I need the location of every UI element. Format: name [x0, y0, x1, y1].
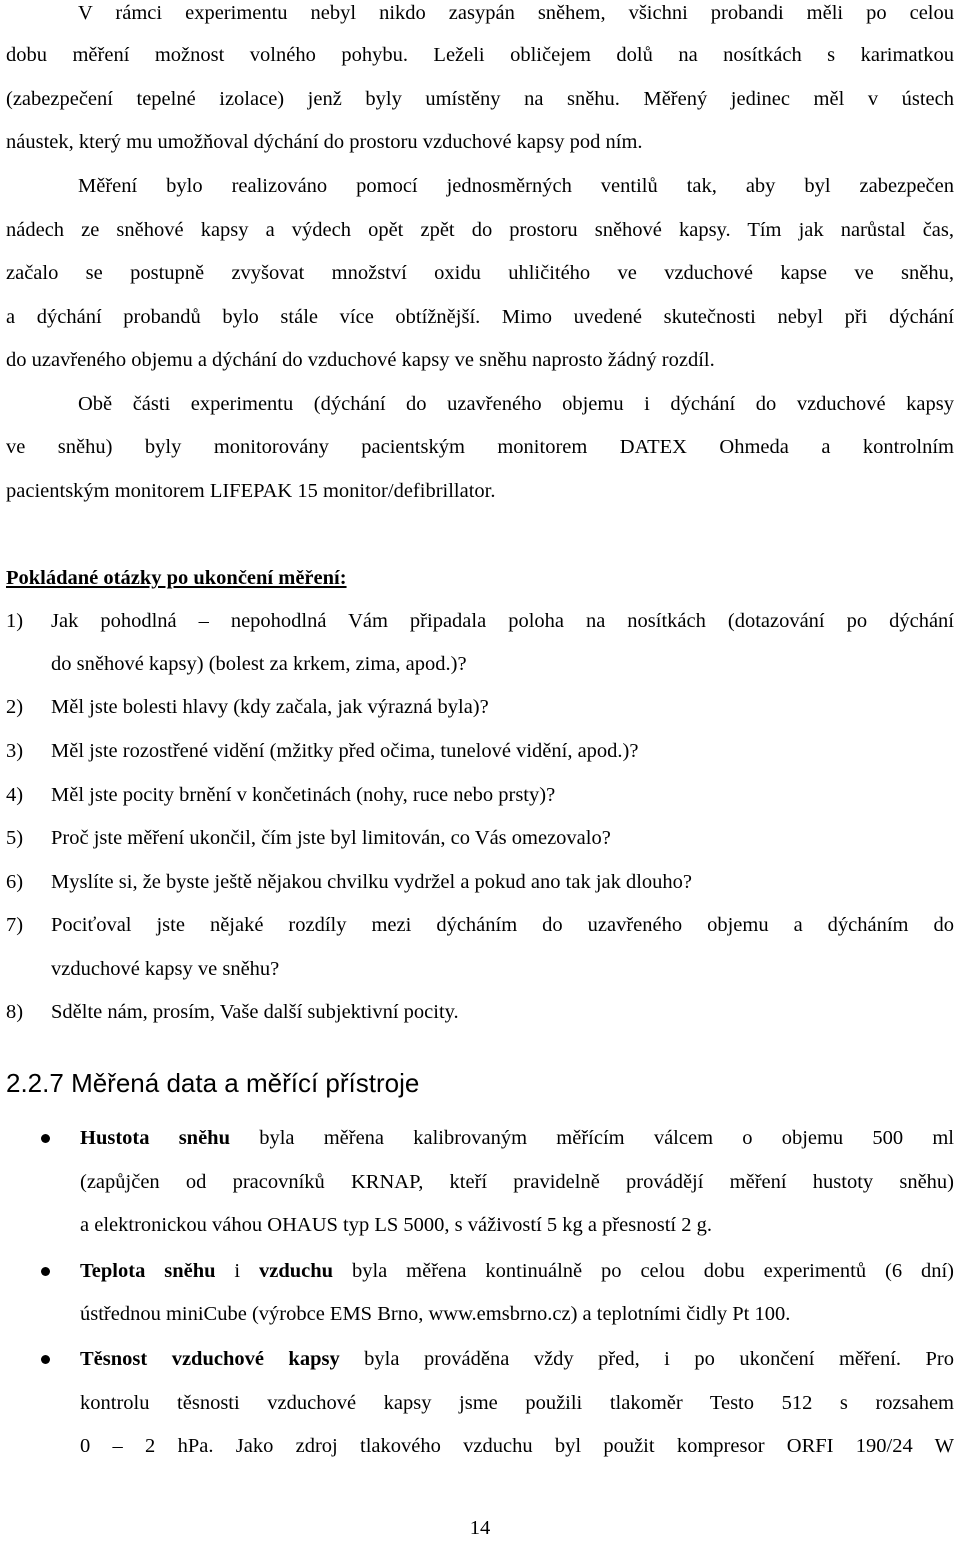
paragraph-line: (zabezpečení tepelné izolace) jenž byly umístěny na sněhu. Měřený jedinec měl v ústech [6, 88, 954, 110]
question-text: vzduchové kapsy ve sněhu? [51, 958, 280, 980]
question-text: do sněhové kapsy) (bolest za krkem, zima, apod.)? [51, 653, 467, 675]
question-number: 3) [6, 740, 24, 762]
question-number: 8) [6, 1001, 24, 1023]
bullet-line: Hustota sněhu byla měřena kalibrovaným měřícím válcem o objemu 500 ml [80, 1127, 954, 1149]
page-number: 14 [469, 1517, 491, 1539]
paragraph-line: nádech ze sněhové kapsy a výdech opět zpět do prostoru sněhové kapsy. Tím jak narůstal čas, [6, 219, 954, 241]
question-number: 2) [6, 696, 24, 718]
question-text: Sdělte nám, prosím, Vaše další subjektivní pocity. [51, 1001, 459, 1023]
paragraph-line: do uzavřeného objemu a dýchání do vzduchové kapsy ve sněhu naprosto žádný rozdíl. [6, 349, 715, 371]
question-text: Měl jste rozostřené vidění (mžitky před očima, tunelové vidění, apod.)? [51, 740, 639, 762]
question-number: 6) [6, 871, 24, 893]
bullet-line: 0 – 2 hPa. Jako zdroj tlakového vzduchu byl použit kompresor ORFI 190/24 W [80, 1435, 954, 1457]
paragraph-line: a dýchání probandů bylo stále více obtížnější. Mimo uvedené skutečnosti nebyl při dýchání [6, 306, 954, 328]
paragraph-line: pacientským monitorem LIFEPAK 15 monitor/defibrillator. [6, 480, 496, 502]
question-number: 1) [6, 610, 24, 632]
question-number: 5) [6, 827, 24, 849]
section-number: 2.2.7 [6, 1068, 64, 1098]
paragraph-line: náustek, který mu umožňoval dýchání do prostoru vzduchové kapsy pod ním. [6, 131, 643, 153]
bullet-line: a elektronickou váhou OHAUS typ LS 5000, s váživostí 5 kg a přesností 2 g. [80, 1214, 713, 1236]
question-text: Myslíte si, že byste ještě nějakou chvilku vydržel a pokud ano tak jak dlouho? [51, 871, 693, 893]
question-number: 7) [6, 914, 24, 936]
bullet-line: kontrolu těsnosti vzduchové kapsy jsme použili tlakoměr Testo 512 s rozsahem [80, 1392, 954, 1414]
paragraph-line: Obě části experimentu (dýchání do uzavřeného objemu i dýchání do vzduchové kapsy [78, 393, 954, 415]
questions-title: Pokládané otázky po ukončení měření: [6, 567, 347, 589]
bullet-icon [41, 1267, 50, 1276]
question-text: Měl jste bolesti hlavy (kdy začala, jak výrazná byla)? [51, 696, 489, 718]
question-text: Proč jste měření ukončil, čím jste byl limitován, co Vás omezovalo? [51, 827, 611, 849]
paragraph-line: Měření bylo realizováno pomocí jednosměrných ventilů tak, aby byl zabezpečen [78, 175, 954, 197]
paragraph-line: začalo se postupně zvyšovat množství oxidu uhličitého ve vzduchové kapse ve sněhu, [6, 262, 954, 284]
section-title: Měřená data a měřící přístroje [71, 1068, 420, 1098]
question-text: Jak pohodlná – nepohodlná Vám připadala poloha na nosítkách (dotazování po dýchání [51, 610, 954, 632]
bullet-icon [41, 1355, 50, 1364]
paragraph-line: V rámci experimentu nebyl nikdo zasypán sněhem, všichni probandi měli po celou [78, 2, 954, 24]
question-text: Měl jste pocity brnění v končetinách (nohy, ruce nebo prsty)? [51, 784, 556, 806]
section-heading [6, 1066, 419, 1100]
bullet-line: Těsnost vzduchové kapsy byla prováděna vždy před, i po ukončení měření. Pro [80, 1348, 954, 1370]
bullet-line: Teplota sněhu i vzduchu byla měřena kontinuálně po celou dobu experimentů (6 dní) [80, 1260, 954, 1282]
paragraph-line: dobu měření možnost volného pohybu. Leželi obličejem dolů na nosítkách s karimatkou [6, 44, 954, 66]
bullet-line: (zapůjčen od pracovníků KRNAP, kteří pravidelně provádějí měření hustoty sněhu) [80, 1171, 954, 1193]
bullet-icon [41, 1134, 50, 1143]
paragraph-line: ve sněhu) byly monitorovány pacientským monitorem DATEX Ohmeda a kontrolním [6, 436, 954, 458]
question-number: 4) [6, 784, 24, 806]
question-text: Pociťoval jste nějaké rozdíly mezi dýcháním do uzavřeného objemu a dýcháním do [51, 914, 954, 936]
bullet-line: ústřednou miniCube (výrobce EMS Brno, www.emsbrno.cz) a teplotními čidly Pt 100. [80, 1303, 791, 1325]
